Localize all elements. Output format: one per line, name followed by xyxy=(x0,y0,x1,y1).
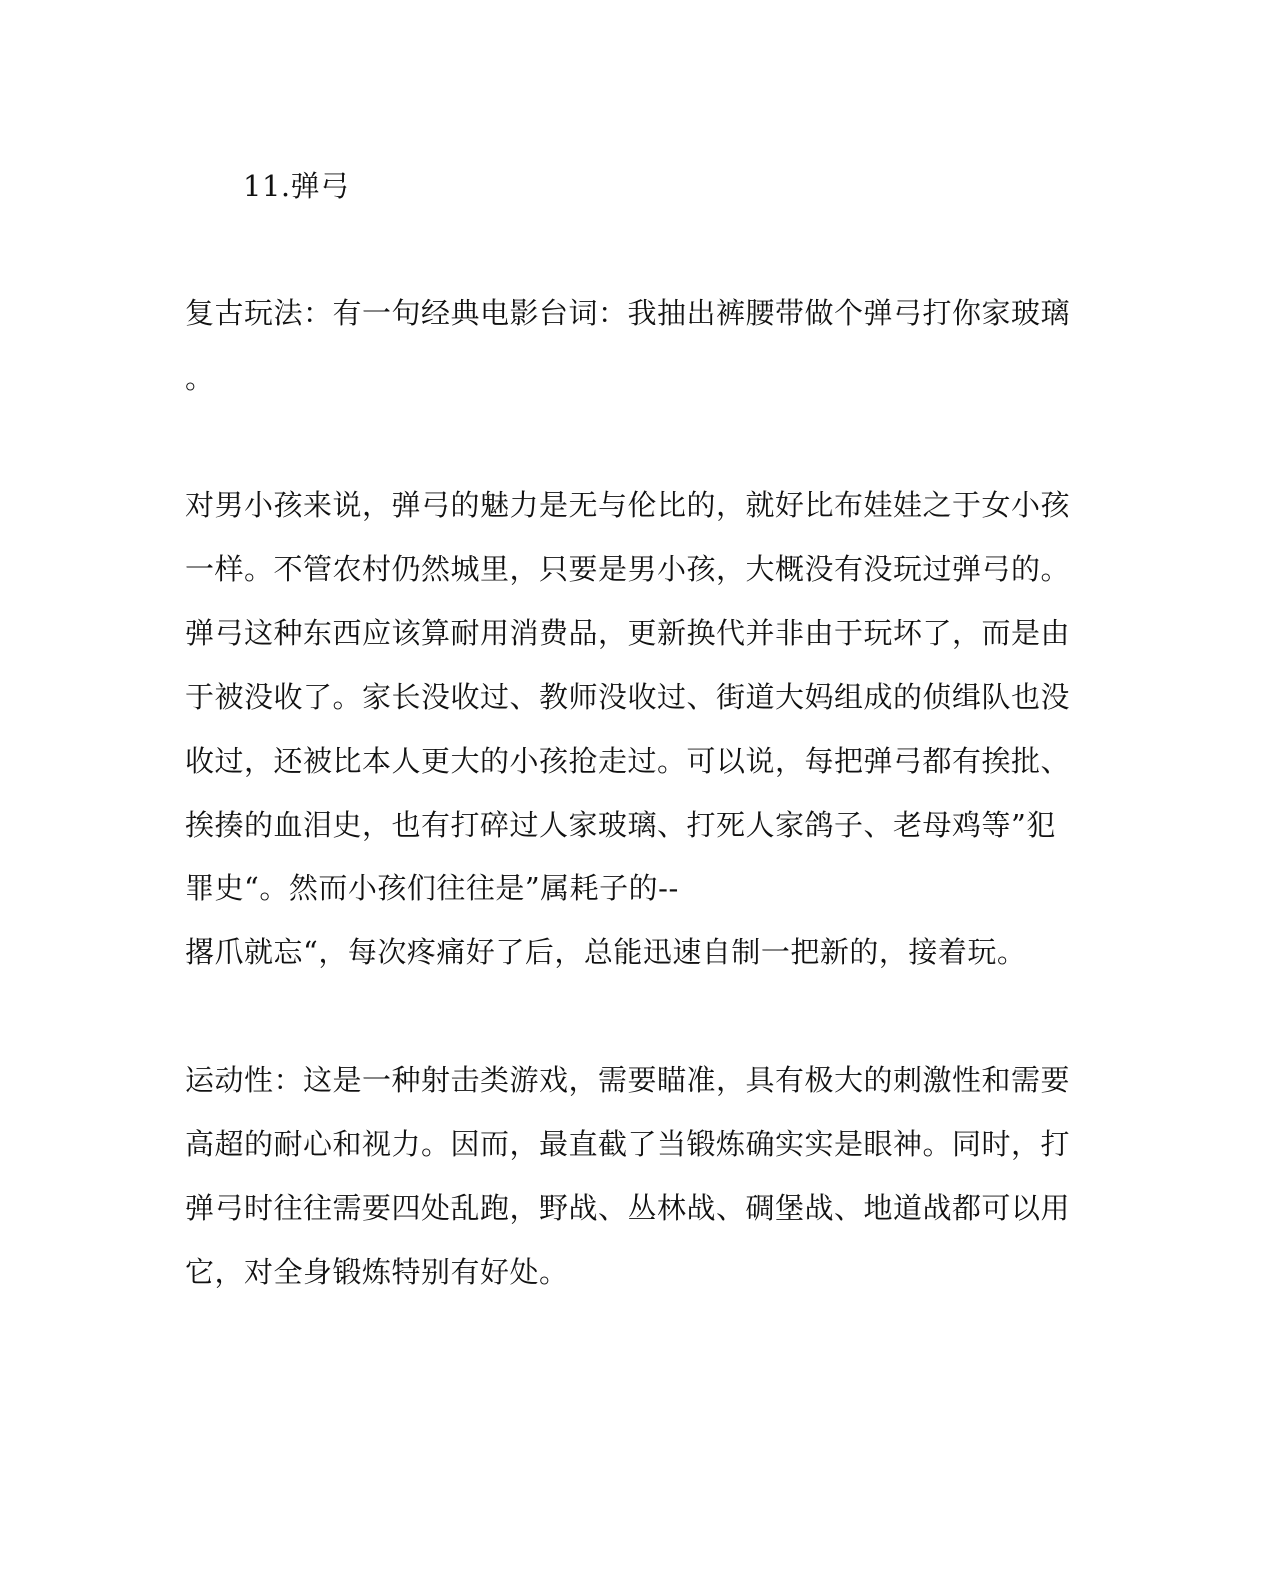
paragraph-2-line-8: 撂爪就忘“，每次疼痛好了后，总能迅速自制一把新的，接着玩。 xyxy=(185,935,1027,969)
paragraph-2-line-1: 对男小孩来说，弹弓的魅力是无与伦比的，就好比布娃娃之于女小孩 xyxy=(185,488,1071,522)
paragraph-2-line-3: 弹弓这种东西应该算耐用消费品，更新换代并非由于玩坏了，而是由 xyxy=(185,616,1071,650)
paragraph-2-line-5: 收过，还被比本人更大的小孩抢走过。可以说，每把弹弓都有挨批、 xyxy=(185,744,1071,778)
paragraph-2-line-6: 挨揍的血泪史，也有打碎过人家玻璃、打死人家鸽子、老母鸡等”犯 xyxy=(185,808,1056,842)
paragraph-2-line-4: 于被没收了。家长没收过、教师没收过、街道大妈组成的侦缉队也没 xyxy=(185,680,1071,714)
paragraph-1-line-1: 复古玩法：有一句经典电影台词：我抽出裤腰带做个弹弓打你家玻璃 xyxy=(185,296,1071,330)
paragraph-3-line-4: 它，对全身锻炼特别有好处。 xyxy=(185,1255,569,1289)
paragraph-3-line-3: 弹弓时往往需要四处乱跑，野战、丛林战、碉堡战、地道战都可以用 xyxy=(185,1191,1071,1225)
paragraph-3-line-2: 高超的耐心和视力。因而，最直截了当锻炼确实实是眼神。同时，打 xyxy=(185,1127,1071,1161)
paragraph-1-line-2: 。 xyxy=(185,361,215,395)
paragraph-2-line-7: 罪史“。然而小孩们往往是”属耗子的-- xyxy=(185,871,679,905)
paragraph-2-line-2: 一样。不管农村仍然城里，只要是男小孩，大概没有没玩过弹弓的。 xyxy=(185,552,1071,586)
paragraph-3-line-1: 运动性：这是一种射击类游戏，需要瞄准，具有极大的刺激性和需要 xyxy=(185,1063,1071,1097)
section-heading: 11.弹弓 xyxy=(243,169,350,203)
